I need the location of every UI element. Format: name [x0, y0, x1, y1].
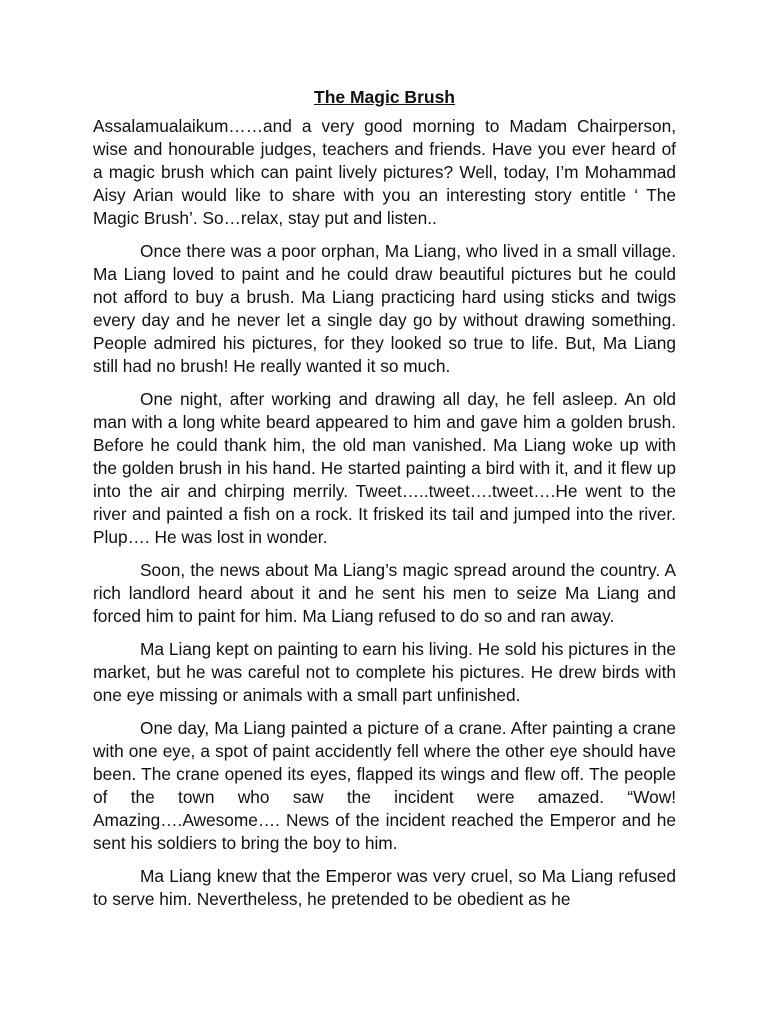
- paragraph-crane: One day, Ma Liang painted a picture of a crane. After painting a crane with one eye, a spot of paint accidently fell where the other eye should have been. The crane opened its eyes, flapped its wings and flew off. The people of the town who saw the incident were amazed. “Wow! Amazing….Awesome…. News of the incident reached the Emperor and he sent his soldiers to bring the boy to him.: [93, 718, 676, 853]
- paragraph-orphan: Once there was a poor orphan, Ma Liang, who lived in a small village. Ma Liang loved to paint and he could draw beautiful pictures but he could not afford to buy a brush. Ma Liang practicing hard using sticks and twigs every day and he never let a single day go by without drawing something. People admired his pictures, for they looked so true to life. But, Ma Liang still had no brush! He really wanted it so much.: [93, 241, 676, 376]
- paragraph-landlord: Soon, the news about Ma Liang’s magic spread around the country. A rich landlord heard about it and he sent his men to seize Ma Liang and forced him to paint for him. Ma Liang refused to do so and ran away.: [93, 560, 676, 626]
- paragraph-emperor: Ma Liang knew that the Emperor was very cruel, so Ma Liang refused to serve him. Nevertheless, he pretended to be obedient as he: [93, 866, 676, 909]
- document-title: The Magic Brush: [314, 87, 455, 107]
- paragraph-market: Ma Liang kept on painting to earn his living. He sold his pictures in the market, but he was careful not to complete his pictures. He drew birds with one eye missing or animals with a small part unfinished.: [93, 639, 676, 705]
- paragraph-golden-brush: One night, after working and drawing all day, he fell asleep. An old man with a long white beard appeared to him and gave him a golden brush. Before he could thank him, the old man vanished. Ma Liang woke up with the golden brush in his hand. He started painting a bird with it, and it flew up into the air and chirping merrily. Tweet…..tweet….tweet….He went to the river and painted a fish on a rock. It frisked its tail and jumped into the river. Plup…. He was lost in wonder.: [93, 389, 676, 547]
- paragraph-opening: Assalamualaikum……and a very good morning to Madam Chairperson, wise and honourable judges, teachers and friends. Have you ever heard of a magic brush which can paint lively pictures? Well, today, I’m Mohammad Aisy Arian would like to share with you an interesting story entitle ‘ The Magic Brush’. So…relax, stay put and listen..: [93, 116, 676, 228]
